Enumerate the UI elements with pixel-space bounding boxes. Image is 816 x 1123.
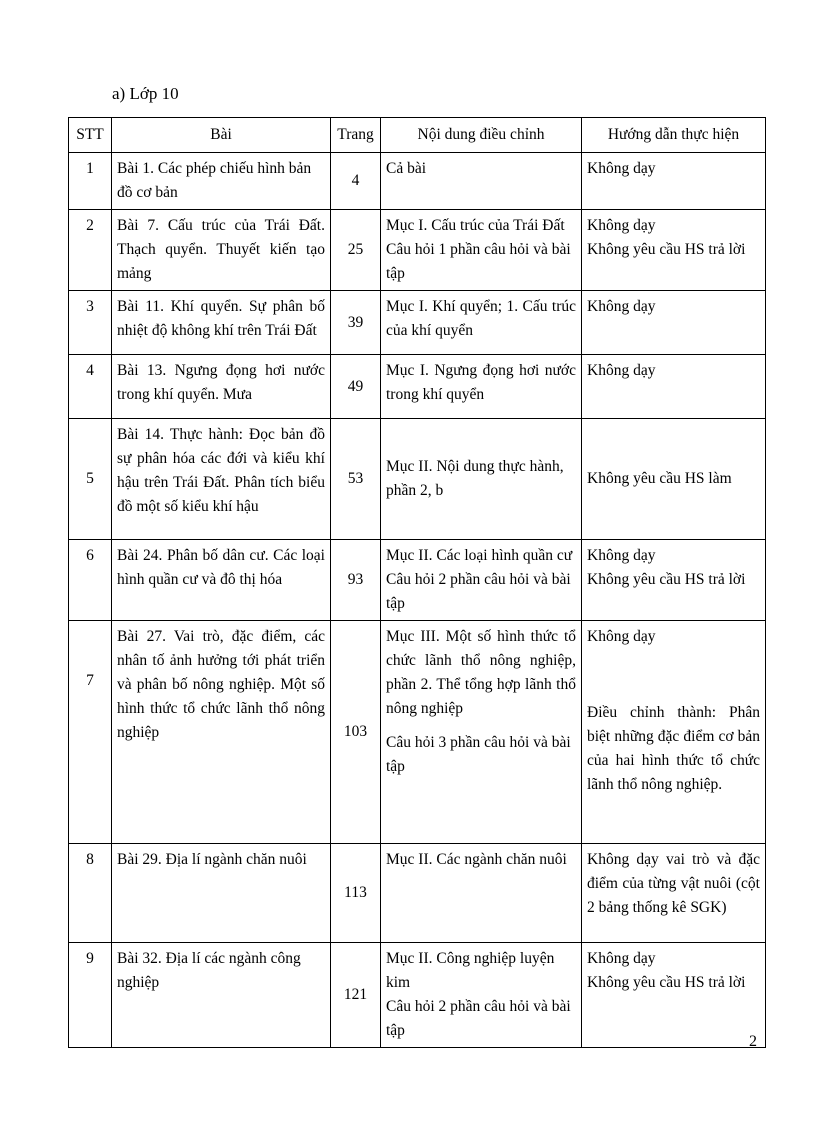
table-row [69, 943, 766, 1048]
header-stt: STT [69, 118, 112, 153]
cell-bai: Bài 32. Địa lí các ngành công nghiệp [112, 943, 331, 1048]
cell-trang: 113 [331, 844, 381, 943]
cell-stt: 3 [69, 291, 112, 355]
cell-huong-dan [582, 153, 766, 210]
cell-noi-dung [381, 621, 582, 844]
header-bai: Bài [112, 118, 331, 153]
cell-noi-dung [381, 210, 582, 291]
cell-stt: 8 [69, 844, 112, 943]
cell-huong-dan [582, 943, 766, 1048]
table-row [69, 844, 766, 943]
header-trang: Trang [331, 118, 381, 153]
content-line: Mục II. Các loại hình quần cư [386, 547, 573, 565]
content-line: Mục I. Cấu trúc của Trái Đất [386, 217, 565, 235]
cell-bai: Bài 11. Khí quyển. Sự phân bố nhiệt độ không khí trên Trái Đất [112, 291, 331, 355]
cell-stt: 6 [69, 540, 112, 621]
cell-huong-dan [582, 419, 766, 540]
guidance-line: Không dạy [587, 628, 656, 646]
cell-stt: 4 [69, 355, 112, 419]
guidance-line: Không dạy vai trò và đặc điểm của từng vật nuôi (cột 2 bảng thống kê SGK) [587, 851, 760, 917]
cell-bai: Bài 29. Địa lí ngành chăn nuôi [112, 844, 331, 943]
table-row [69, 355, 766, 419]
guidance-line: Không yêu cầu HS trả lời [587, 571, 746, 589]
content-line: Mục I. Ngưng đọng hơi nước trong khí quyển [386, 362, 576, 404]
content-line: Mục I. Khí quyển; 1. Cấu trúc của khí quyển [386, 298, 576, 340]
table-row [69, 540, 766, 621]
cell-trang: 4 [331, 153, 381, 210]
cell-bai: Bài 1. Các phép chiếu hình bản đồ cơ bản [112, 153, 331, 210]
cell-noi-dung [381, 943, 582, 1048]
cell-stt: 2 [69, 210, 112, 291]
cell-trang: 49 [331, 355, 381, 419]
guidance-line: Không dạy [587, 160, 656, 177]
content-line: Mục III. Một số hình thức tổ chức lãnh thổ nông nghiệp, phần 2. Thể tổng hợp lãnh thổ nông nghiệp [386, 628, 576, 718]
guidance-line: Không dạy [587, 298, 656, 316]
cell-noi-dung [381, 153, 582, 210]
content-line: Câu hỏi 1 phần câu hỏi và bài tập [386, 241, 571, 283]
section-heading: a) Lớp 10 [112, 84, 179, 103]
cell-bai: Bài 13. Ngưng đọng hơi nước trong khí quyển. Mưa [112, 355, 331, 419]
guidance-line: Điều chỉnh thành: Phân biệt những đặc điểm cơ bản của hai hình thức tổ chức lãnh thổ nông nghiệp. [587, 704, 760, 794]
cell-stt: 7 [69, 621, 112, 844]
table-row [69, 210, 766, 291]
cell-huong-dan [582, 291, 766, 355]
cell-huong-dan [582, 540, 766, 621]
guidance-line: Không yêu cầu HS trả lời [587, 241, 746, 259]
cell-huong-dan [582, 621, 766, 844]
cell-stt: 1 [69, 153, 112, 210]
cell-bai: Bài 27. Vai trò, đặc điểm, các nhân tố ảnh hưởng tới phát triển và phân bố nông nghiệp. Một số hình thức tổ chức lãnh thổ nông nghiệp [112, 621, 331, 844]
content-line: Mục II. Công nghiệp luyện kim [386, 950, 555, 992]
guidance-line: Không dạy [587, 362, 656, 380]
cell-trang: 53 [331, 419, 381, 540]
cell-noi-dung [381, 291, 582, 355]
cell-stt: 5 [69, 419, 112, 540]
cell-noi-dung [381, 844, 582, 943]
cell-trang: 93 [331, 540, 381, 621]
content-line: Mục II. Các ngành chăn nuôi [386, 851, 567, 869]
guidance-line: Không dạy [587, 547, 656, 565]
cell-trang: 103 [331, 621, 381, 844]
cell-trang: 121 [331, 943, 381, 1048]
cell-huong-dan [582, 355, 766, 419]
cell-trang: 25 [331, 210, 381, 291]
content-line: Câu hỏi 2 phần câu hỏi và bài tập [386, 571, 571, 613]
content-line: Mục II. Nội dung thực hành, phần 2, b [386, 458, 564, 500]
guidance-line: Không dạy [587, 950, 656, 968]
cell-noi-dung [381, 355, 582, 419]
table-row [69, 419, 766, 540]
cell-bai: Bài 7. Cấu trúc của Trái Đất. Thạch quyển. Thuyết kiến tạo mảng [112, 210, 331, 291]
cell-noi-dung [381, 540, 582, 621]
cell-bai: Bài 14. Thực hành: Đọc bản đồ sự phân hóa các đới và kiểu khí hậu trên Trái Đất. Phân tích biểu đồ một số kiểu khí hậu [112, 419, 331, 540]
guidance-line: Không dạy [587, 217, 656, 235]
cell-huong-dan [582, 210, 766, 291]
table-row [69, 153, 766, 210]
cell-bai: Bài 24. Phân bố dân cư. Các loại hình quần cư và đô thị hóa [112, 540, 331, 621]
cell-stt: 9 [69, 943, 112, 1048]
adjustment-table [68, 117, 766, 1048]
table-row [69, 291, 766, 355]
header-noi-dung: Nội dung điều chỉnh [381, 118, 582, 153]
content-line: Câu hỏi 2 phần câu hỏi và bài tập [386, 998, 571, 1040]
header-huong-dan: Hướng dẫn thực hiện [582, 118, 766, 153]
content-line: Cả bài [386, 160, 427, 177]
guidance-line: Không yêu cầu HS làm [587, 470, 732, 488]
content-line: Câu hỏi 3 phần câu hỏi và bài tập [386, 734, 571, 776]
page-number: 2 [749, 1033, 757, 1050]
cell-huong-dan [582, 844, 766, 943]
table-header-row [69, 118, 766, 153]
table-row [69, 621, 766, 844]
cell-trang: 39 [331, 291, 381, 355]
guidance-line: Không yêu cầu HS trả lời [587, 974, 746, 992]
cell-noi-dung [381, 419, 582, 540]
